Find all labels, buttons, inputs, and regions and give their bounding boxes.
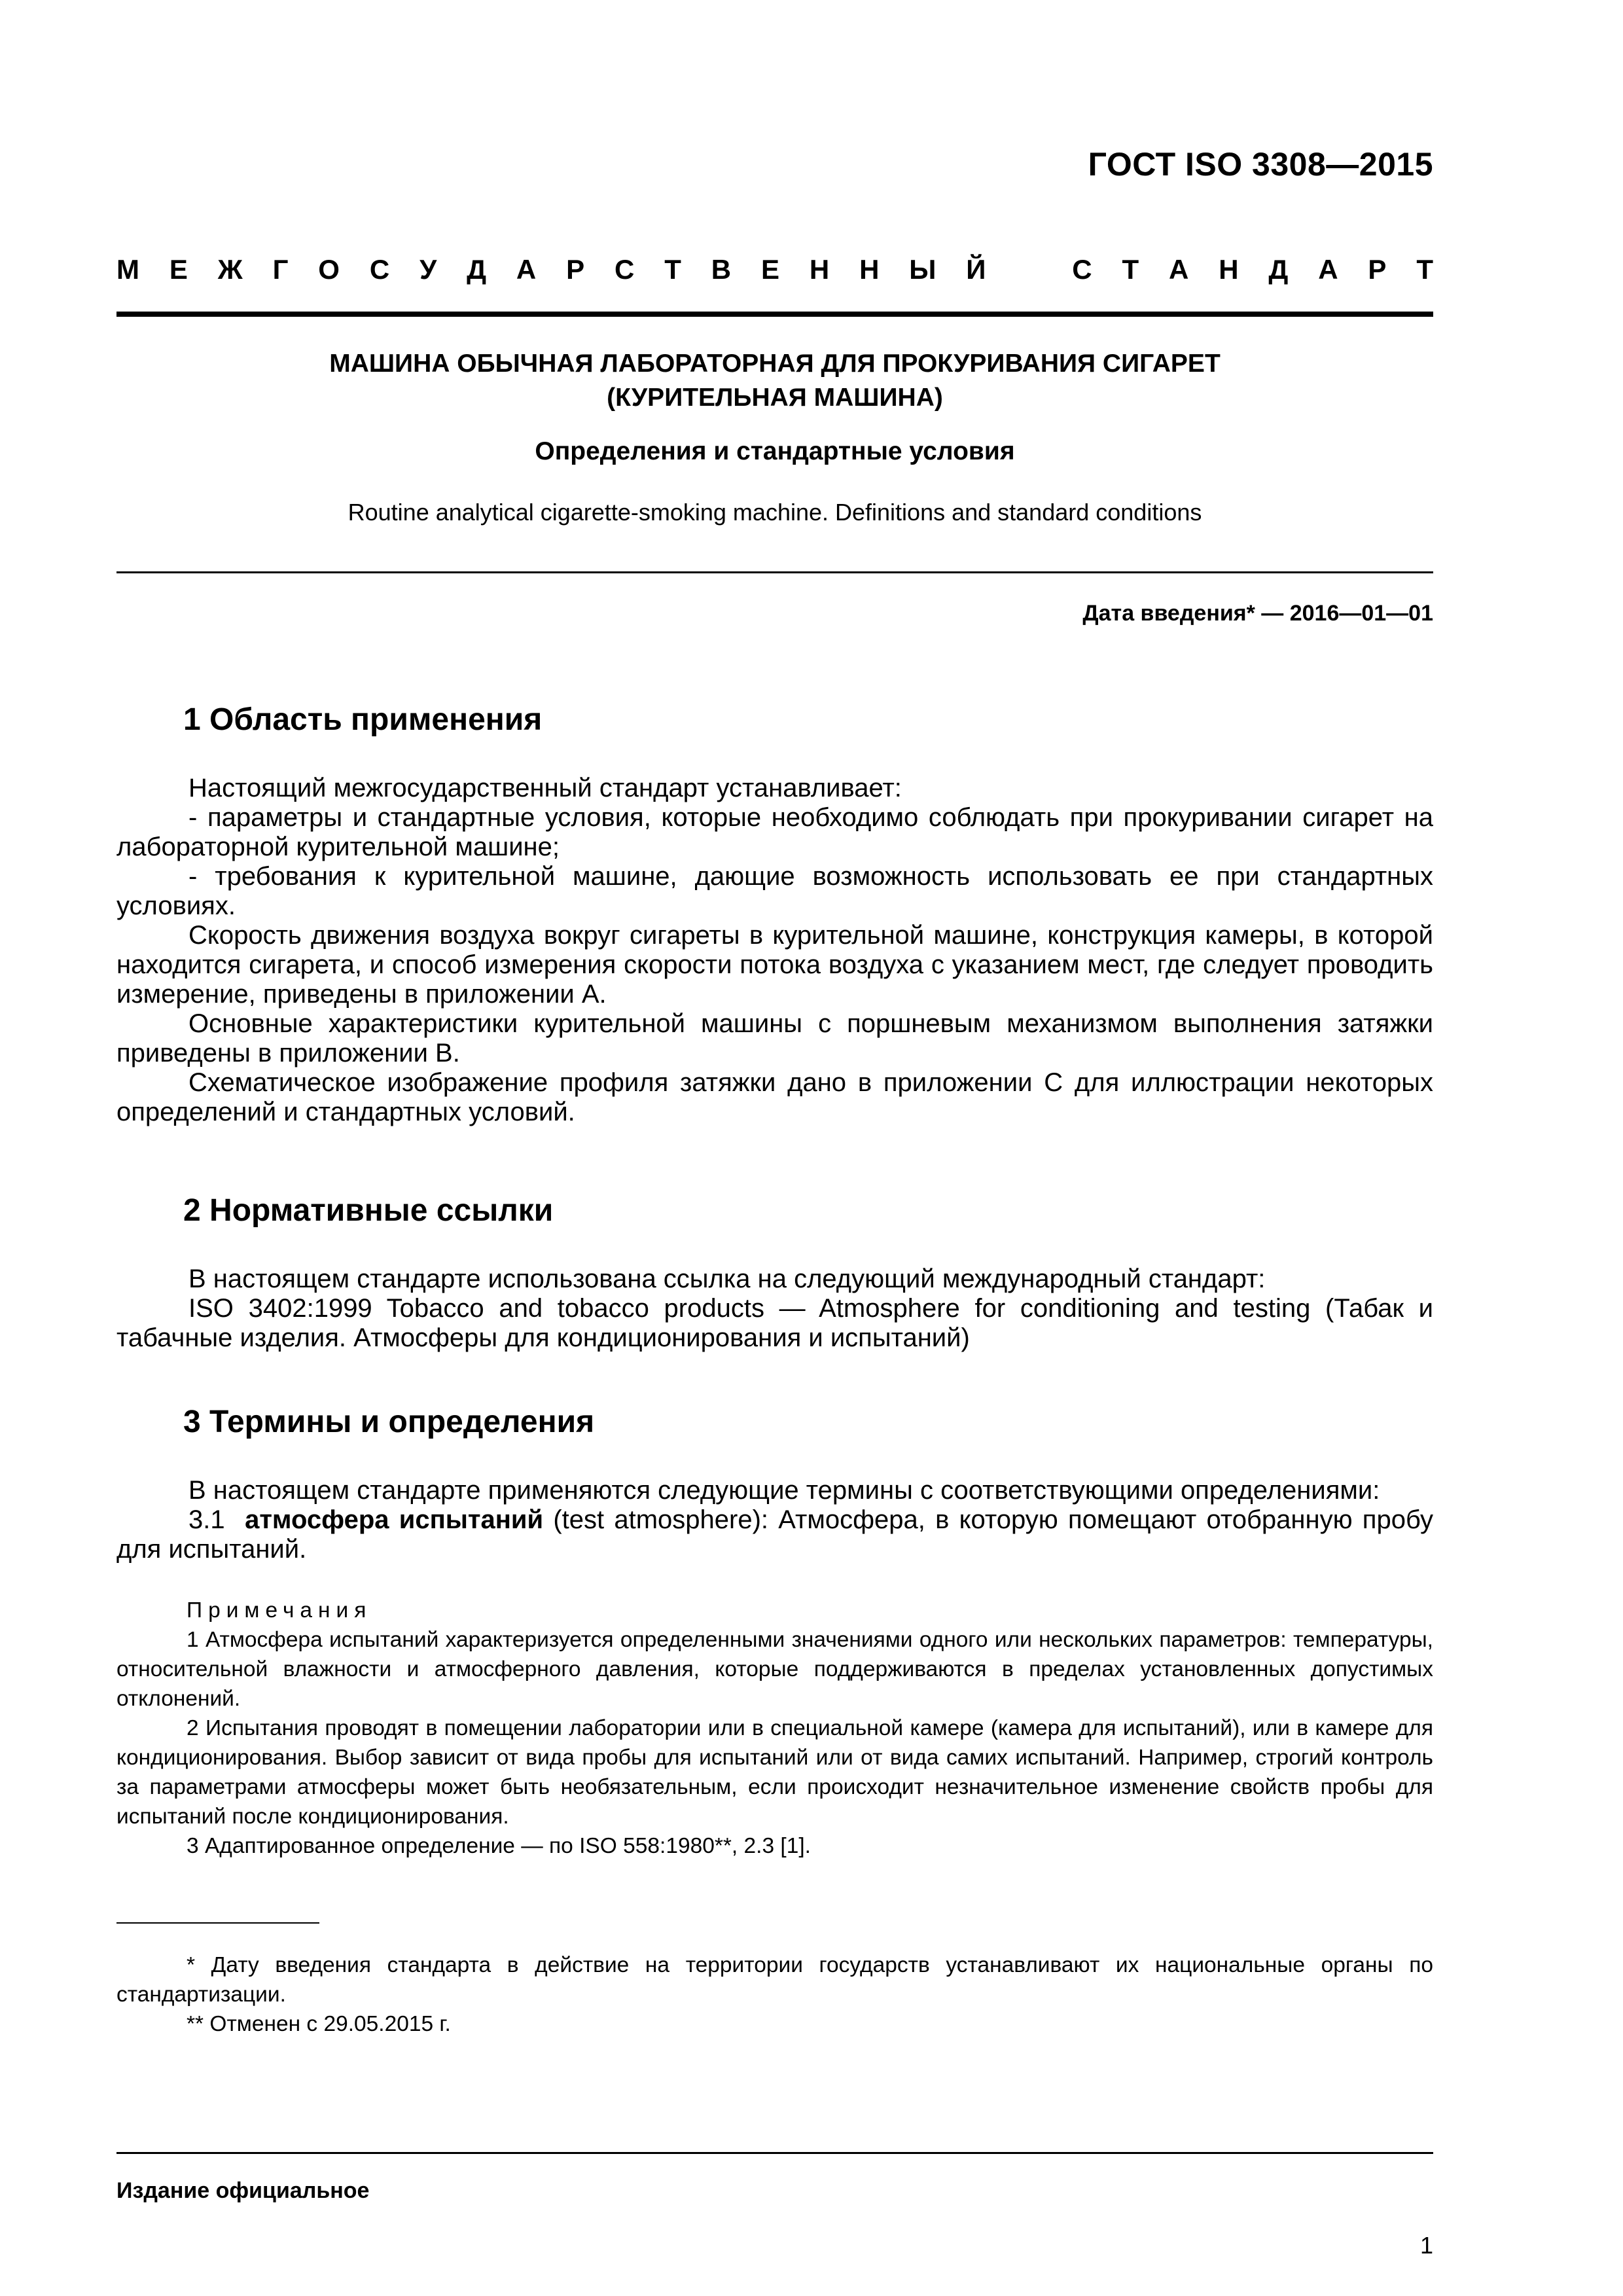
footnotes	[116, 1950, 1433, 2039]
banner-letter: Г	[272, 254, 289, 285]
paragraph: Скорость движения воздуха вокруг сигареты в курительной машине, конструкция камеры, в которой находится сигарета, и способ измерения скорости потока воздуха с указанием мест, где следует проводить измерение, приведены в приложении А.	[116, 921, 1433, 1009]
note: 3 Адаптированное определение — по ISO 558:1980**, 2.3 [1].	[187, 1834, 811, 1858]
banner-letter	[1016, 254, 1042, 285]
banner-letter: С	[1072, 254, 1092, 285]
banner-letter: Ы	[909, 254, 936, 285]
paragraph: В настоящем стандарте применяются следующие термины с соответствующими определениями:	[188, 1476, 1380, 1505]
page-number: 1	[1419, 2232, 1433, 2259]
title-rule	[116, 571, 1433, 573]
section-2-heading: 2 Нормативные ссылки	[183, 1193, 554, 1228]
introduction-date: Дата введения* — 2016—01—01	[1082, 601, 1433, 626]
banner-letter: У	[419, 254, 437, 285]
section-3-body	[116, 1476, 1433, 1564]
footnote-rule	[116, 1922, 319, 1924]
banner-letter: Т	[1416, 254, 1433, 285]
footnote: ** Отменен с 29.05.2015 г.	[187, 2012, 451, 2036]
banner-letter: Е	[169, 254, 188, 285]
banner-letter: Р	[566, 254, 585, 285]
banner-letter: О	[318, 254, 340, 285]
english-title: Routine analytical cigarette-smoking machine. Definitions and standard conditions	[348, 499, 1202, 526]
paragraph: ISO 3402:1999 Tobacco and tobacco products — Atmosphere for conditioning and testing (Табак и табачные изделия. Атмосферы для кондиционирования и испытаний)	[116, 1294, 1433, 1352]
section-3-heading: 3 Термины и определения	[183, 1405, 595, 1439]
banner-letter: С	[369, 254, 390, 285]
banner-letter: А	[1168, 254, 1189, 285]
banner-letter: Н	[1219, 254, 1239, 285]
banner-letter: Ж	[217, 254, 243, 285]
term-definition-text: (test atmosphere): Атмосфера, в которую помещают отобранную пробу для испытаний.	[116, 1505, 1433, 1564]
term-definition	[116, 1505, 1433, 1564]
paragraph: В настоящем стандарте использована ссылка на следующий международный стандарт:	[188, 1265, 1266, 1293]
paragraph: Схематическое изображение профиля затяжки дано в приложении С для иллюстрации некоторых определений и стандартных условий.	[116, 1068, 1433, 1126]
title-line-2: (КУРИТЕЛЬНАЯ МАШИНА)	[607, 384, 943, 412]
document-subtitle: Определения и стандартные условия	[535, 437, 1015, 465]
section-1-body	[116, 774, 1433, 1127]
standard-banner	[116, 254, 1433, 285]
header-rule	[116, 312, 1433, 317]
banner-letter: А	[516, 254, 537, 285]
footer-rule	[116, 2152, 1433, 2154]
banner-letter: Д	[1268, 254, 1289, 285]
note: 2 Испытания проводят в помещении лаборатории или в специальной камере (камера для испытаний), или в камере для кондиционирования. Выбор зависит от вида пробы для испытаний или от вида самих испытаний. Например, строгий контроль за параметрами атмосферы может быть необязательным, если происходит незначительное изменение свойств пробы для испытаний после кондиционирования.	[116, 1716, 1433, 1829]
banner-letter: А	[1318, 254, 1338, 285]
paragraph: Настоящий межгосударственный стандарт устанавливает:	[188, 774, 902, 802]
title-line-1: МАШИНА ОБЫЧНАЯ ЛАБОРАТОРНАЯ ДЛЯ ПРОКУРИВАНИЯ СИГАРЕТ	[329, 350, 1221, 378]
paragraph: - требования к курительной машине, дающие возможность использовать ее при стандартных условиях.	[116, 862, 1433, 920]
notes-heading: Примечания	[187, 1598, 372, 1623]
document-code: ГОСТ ISO 3308—2015	[1088, 146, 1433, 183]
paragraph: - параметры и стандартные условия, которые необходимо соблюдать при прокуривании сигарет на лабораторной курительной машине;	[116, 803, 1433, 861]
term-number: 3.1	[188, 1505, 225, 1534]
banner-letter: В	[711, 254, 732, 285]
note: 1 Атмосфера испытаний характеризуется определенными значениями одного или нескольких параметров: температуры, относительной влажности и атмосферного давления, которые поддерживаются в пределах установленных допустимых отклонений.	[116, 1628, 1433, 1711]
banner-letter: Р	[1368, 254, 1387, 285]
term: атмосфера испытаний	[245, 1505, 544, 1534]
banner-letter: Н	[859, 254, 880, 285]
footnote: * Дату введения стандарта в действие на территории государств устанавливают их национальные органы по стандартизации.	[116, 1953, 1433, 2007]
document-title	[116, 347, 1433, 415]
edition-label: Издание официальное	[116, 2178, 370, 2203]
banner-letter: Й	[966, 254, 986, 285]
section-2-body	[116, 1265, 1433, 1353]
notes-block	[116, 1596, 1433, 1861]
banner-letter: М	[116, 254, 139, 285]
paragraph: Основные характеристики курительной машины с поршневым механизмом выполнения затяжки приведены в приложении В.	[116, 1009, 1433, 1067]
banner-letter: Т	[1122, 254, 1139, 285]
banner-letter: Т	[664, 254, 681, 285]
banner-letter: Е	[760, 254, 779, 285]
banner-letter: Д	[467, 254, 486, 285]
banner-letter: С	[614, 254, 635, 285]
banner-letter: Н	[809, 254, 830, 285]
section-1-heading: 1 Область применения	[183, 702, 543, 737]
